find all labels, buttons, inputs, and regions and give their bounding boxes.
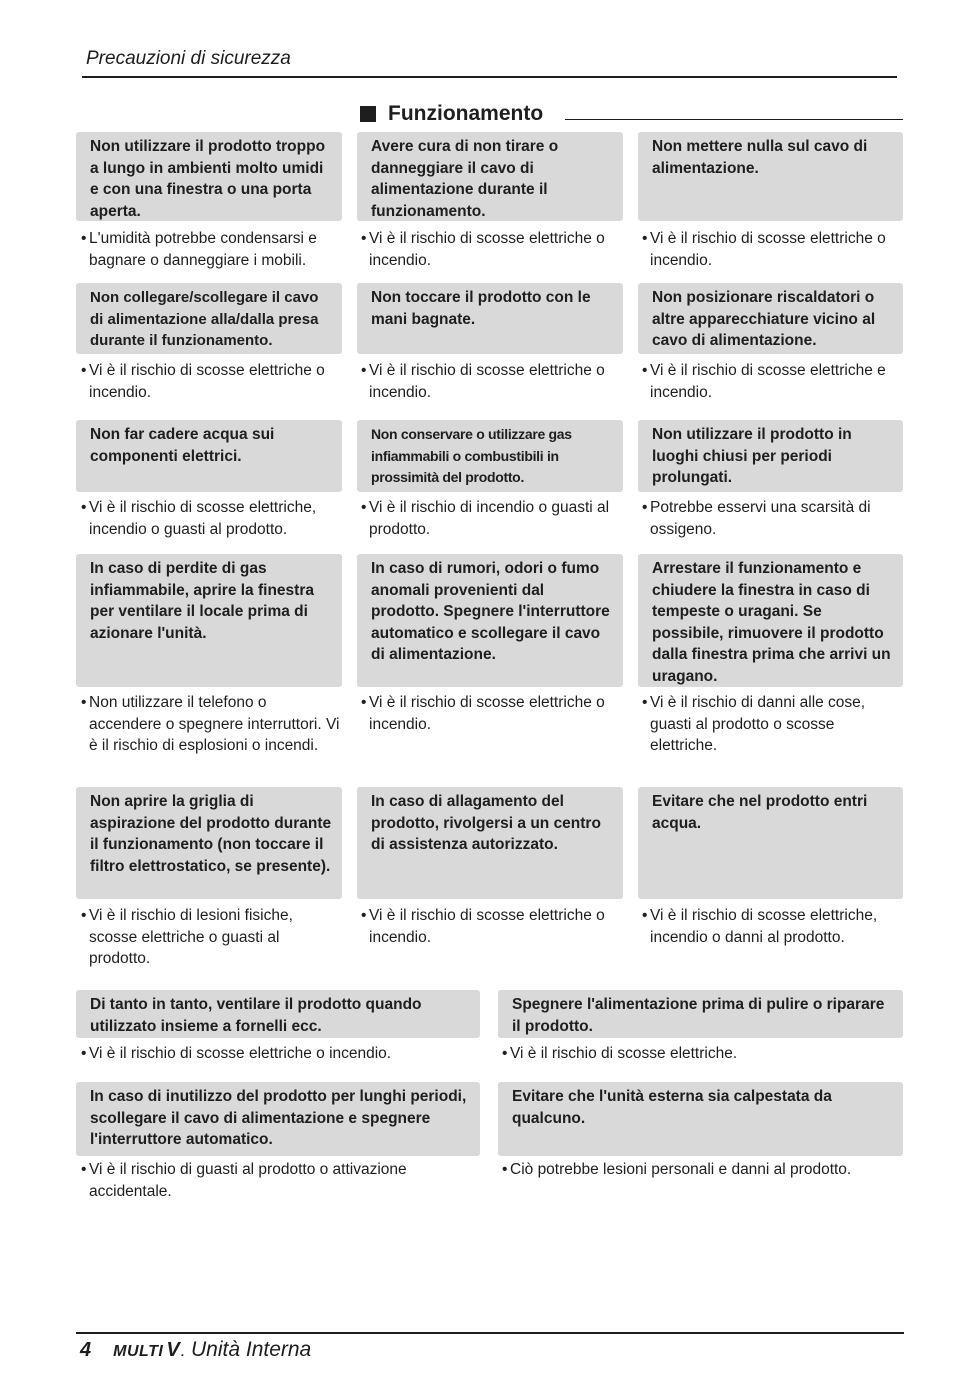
warning-box: Non far cadere acqua sui componenti elettrici. <box>76 420 342 492</box>
brand-logo <box>113 1339 185 1362</box>
section-title-text: Funzionamento <box>388 102 544 125</box>
header-rule <box>82 76 897 78</box>
risk-note: • Vi è il rischio di scosse elettriche, incendio o danni al prodotto. <box>642 907 878 946</box>
bullet-icon: • <box>81 499 87 516</box>
warning-box: In caso di rumori, odori o fumo anomali provenienti dal prodotto. Spegnere l'interruttore automatico e scollegare il cavo di alimentazione. <box>357 554 623 687</box>
risk-note: • Vi è il rischio di scosse elettriche o incendio. <box>81 362 325 401</box>
section-square-icon <box>360 106 376 122</box>
logo-v: V <box>166 1338 181 1361</box>
risk-note: • Vi è il rischio di incendio o guasti al prodotto. <box>361 499 610 538</box>
risk-note: • Vi è il rischio di scosse elettriche. <box>499 1043 903 1065</box>
warning-box: Di tanto in tanto, ventilare il prodotto quando utilizzato insieme a fornelli ecc. <box>76 990 480 1038</box>
warning-box: Non conservare o utilizzare gas infiammabili o combustibili in prossimità del prodotto. <box>357 420 623 492</box>
risk-note: • Potrebbe esservi una scarsità di ossigeno. <box>642 499 871 538</box>
warning-box: Non aprire la griglia di aspirazione del prodotto durante il funzionamento (non toccare il filtro elettrostatico, se presente). <box>76 787 342 899</box>
section-title <box>360 101 543 127</box>
footer-subtitle: Unità Interna <box>191 1338 312 1361</box>
risk-note: • Vi è il rischio di scosse elettriche e incendio. <box>642 362 886 401</box>
bullet-icon: • <box>361 907 367 924</box>
page-number: 4 <box>80 1338 92 1361</box>
risk-note: • Non utilizzare il telefono o accendere o spegnere interruttori. Vi è il rischio di esplosioni o incendi. <box>81 694 340 754</box>
risk-note: • Vi è il rischio di scosse elettriche o incendio. <box>78 1043 480 1065</box>
footer <box>80 1337 311 1363</box>
risk-note: • Vi è il rischio di scosse elettriche, incendio o guasti al prodotto. <box>81 499 317 538</box>
risk-note: • L'umidità potrebbe condensarsi e bagnare o danneggiare i mobili. <box>81 230 317 269</box>
bullet-icon: • <box>642 499 648 516</box>
warning-box: Non collegare/scollegare il cavo di alimentazione alla/dalla presa durante il funzionamento. <box>76 283 342 354</box>
warning-box: In caso di perdite di gas infiammabile, aprire la finestra per ventilare il locale prima di azionare l'unità. <box>76 554 342 687</box>
section-title-rule <box>565 119 903 120</box>
bullet-icon: • <box>81 230 87 247</box>
warning-box: Evitare che l'unità esterna sia calpestata da qualcuno. <box>498 1082 903 1156</box>
bullet-icon: • <box>81 694 87 711</box>
bullet-icon: • <box>81 1045 87 1062</box>
bullet-icon: • <box>642 907 648 924</box>
page-header: Precauzioni di sicurezza <box>86 48 291 69</box>
warning-box: Non toccare il prodotto con le mani bagnate. <box>357 283 623 354</box>
warning-box: In caso di inutilizzo del prodotto per lunghi periodi, scollegare il cavo di alimentazione e spegnere l'interruttore automatico. <box>76 1082 480 1156</box>
bullet-icon: • <box>361 499 367 516</box>
bullet-icon: • <box>361 230 367 247</box>
logo-dot: . <box>181 1344 185 1359</box>
warning-box: Avere cura di non tirare o danneggiare il cavo di alimentazione durante il funzionamento. <box>357 132 623 221</box>
warning-box: Spegnere l'alimentazione prima di pulire o riparare il prodotto. <box>498 990 903 1038</box>
risk-note: • Vi è il rischio di scosse elettriche o incendio. <box>361 230 605 269</box>
bullet-icon: • <box>642 362 648 379</box>
warning-box: Non utilizzare il prodotto in luoghi chiusi per periodi prolungati. <box>638 420 903 492</box>
risk-note: • Vi è il rischio di guasti al prodotto o attivazione accidentale. <box>81 1161 407 1200</box>
bullet-icon: • <box>81 907 87 924</box>
warning-box: Non mettere nulla sul cavo di alimentazione. <box>638 132 903 221</box>
risk-note: • Vi è il rischio di scosse elettriche o incendio. <box>361 362 605 401</box>
bullet-icon: • <box>502 1161 508 1178</box>
bullet-icon: • <box>361 362 367 379</box>
risk-note: • Vi è il rischio di lesioni fisiche, scosse elettriche o guasti al prodotto. <box>81 907 293 967</box>
bullet-icon: • <box>81 1161 87 1178</box>
risk-note: • Vi è il rischio di scosse elettriche o incendio. <box>361 694 605 733</box>
warning-box: Non posizionare riscaldatori o altre apparecchiature vicino al cavo di alimentazione. <box>638 283 903 354</box>
warning-box: Evitare che nel prodotto entri acqua. <box>638 787 903 899</box>
warning-box: In caso di allagamento del prodotto, rivolgersi a un centro di assistenza autorizzato. <box>357 787 623 899</box>
risk-note: • Vi è il rischio di danni alle cose, guasti al prodotto o scosse elettriche. <box>642 694 866 754</box>
bullet-icon: • <box>502 1045 508 1062</box>
bullet-icon: • <box>642 694 648 711</box>
bullet-icon: • <box>361 694 367 711</box>
risk-note: • Vi è il rischio di scosse elettriche o incendio. <box>361 907 605 946</box>
logo-text: MULTI <box>113 1342 164 1360</box>
warning-box: Non utilizzare il prodotto troppo a lungo in ambienti molto umidi e con una finestra o una porta aperta. <box>76 132 342 221</box>
bullet-icon: • <box>81 362 87 379</box>
footer-rule <box>76 1332 904 1334</box>
bullet-icon: • <box>642 230 648 247</box>
warning-box: Arrestare il funzionamento e chiudere la finestra in caso di tempeste o uragani. Se possibile, rimuovere il prodotto dalla finestra prima che arrivi un uragano. <box>638 554 903 687</box>
risk-note: • Ciò potrebbe lesioni personali e danni al prodotto. <box>499 1159 903 1181</box>
risk-note: • Vi è il rischio di scosse elettriche o incendio. <box>642 230 886 269</box>
